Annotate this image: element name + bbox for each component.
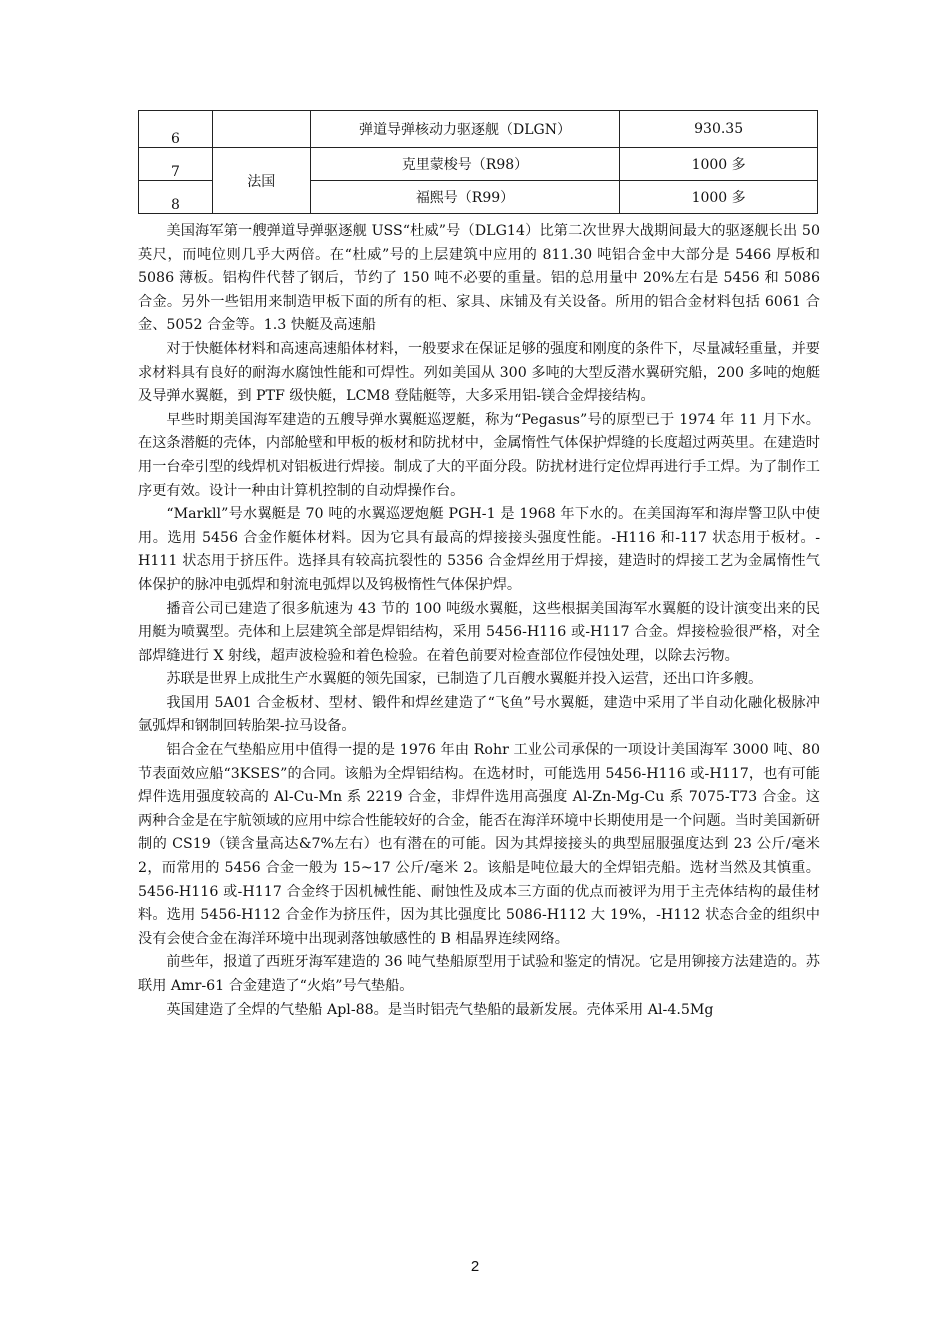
tonnage-cell: 930.35 (620, 111, 818, 148)
paragraph-soviet: 苏联是世界上成批生产水翼艇的领先国家，已制造了几百艘水翼艇并投入运营，还出口许多艘。 (166, 671, 763, 688)
ship-name-cell: 福熙号（R99） (310, 181, 620, 214)
row-number: 6 (139, 111, 213, 148)
paragraph-3kses: 铝合金在气垫船应用中值得一提的是 1976 年由 Rohr 工业公司承保的一项设计美国海军 3000 吨、80 节表面效应船“3KSES”的合同。该船为全焊铝结构。在选材时，可能选用 5456-H116 或-H117，也有可能焊件选用强度较高的 Al-Cu-Mn 系 2219 合金，非焊件选用高强度 Al-Zn-Mg-Cu 系 7075-T73 合金。这两种合金是在宇航领域的应用中综合性能较好的合金，能否在海洋环境中长期使用是一个问题。当时美国新研制的 CS19（镁含量高达&7%左右）也有潜在的可能。因为其焊接接头的典型屈服强度达到 23 公斤/毫米 2，而常用的 5456 合金一般为 15~17 公斤/毫米 2。该船是吨位最大的全焊铝壳船。选材当然及其慎重。5456-H116 或-H117 合金终于因机械性能、耐蚀性及成本三方面的优点而被评为用于主壳体结构的最佳材料。选用 5456-H112 合金作为挤压件，因为其比强度比 5086-H112 大 19%，-H112 状态合金的组织中没有会使合金在海洋环境中出现剥落蚀敏感性的 B 相晶界连续网络。 (138, 742, 820, 947)
paragraph-fast-boat-materials: 对于快艇体材料和高速高速船体材料，一般要求在保证足够的强度和刚度的条件下，尽量减轻重量，并要求材料具有良好的耐海水腐蚀性能和可焊性。列如美国从 300 多吨的大型反潜水翼研究船，200 多吨的炮艇及导弹水翼艇，到 PTF 级快艇，LCM8 登陆艇等，大多采用铝-镁合金焊接结构。 (138, 340, 820, 405)
tonnage-cell: 1000 多 (620, 181, 818, 214)
paragraph-boeing: 播音公司已建造了很多航速为 43 节的 100 吨级水翼艇，这些根据美国海军水翼艇的设计演变出来的民用艇为喷翼型。壳体和上层建筑全部是焊铝结构，采用 5456-H116 或-H117 合金。焊接检验很严格，对全部焊缝进行 X 射线，超声波检验和着色检验。在着色前要对检查部位作侵蚀处理，以除去污物。 (138, 600, 820, 664)
country-cell (212, 111, 310, 148)
table-row (139, 148, 818, 181)
body-text (138, 220, 820, 1022)
paragraph-markll: “Markll”号水翼艇是 70 吨的水翼巡逻炮艇 PGH-1 是 1968 年下水的。在美国海军和海岸警卫队中使用。选用 5456 合金作艇体材料。因为它具有最高的焊接接头强度性能。-H116 和-117 状态用于板材。-H111 状态用于挤压件。选择具有较高抗裂性的 5356 合金焊丝用于焊接，建造时的焊接工艺为金属惰性气体保护的脉冲电弧焊和射流电弧焊以及钨极惰性气体保护焊。 (138, 506, 820, 593)
paragraph-dewey: 美国海军第一艘弹道导弹驱逐舰 USS“杜威”号（DLG14）比第二次世界大战期间最大的驱逐舰长出 50 英尺，而吨位则几乎大两倍。在“杜威”号的上层建筑中应用的 811.30 吨铝合金中大部分是 5466 厚板和 5086 薄板。铝构件代替了钢后，节约了 150 吨不必要的重量。铝的总用量中 20%左右是 5456 和 5086 合金。另外一些铝用来制造甲板下面的所有的柜、家具、床铺及有关设备。所用的铝合金材料包括 6061 合金、5052 合金等。1.3 快艇及高速船 (138, 223, 820, 334)
tonnage-cell: 1000 多 (620, 148, 818, 181)
row-number: 8 (139, 181, 213, 214)
page-number: 2 (470, 1258, 480, 1275)
country-cell: 法国 (212, 148, 310, 214)
paragraph-spain: 前些年，报道了西班牙海军建造的 36 吨气垫船原型用于试验和鉴定的情况。它是用铆接方法建造的。苏联用 Amr-61 合金建造了“火焰”号气垫船。 (138, 954, 820, 994)
ship-table (138, 110, 818, 214)
ship-name-cell: 弹道导弹核动力驱逐舰（DLGN） (310, 111, 620, 148)
paragraph-china: 我国用 5A01 合金板材、型材、锻件和焊丝建造了“飞鱼”号水翼艇，建造中采用了半自动化融化极脉冲氩弧焊和钢制回转胎架-拉马设备。 (138, 694, 820, 735)
ship-name-cell: 克里蒙梭号（R98） (310, 148, 620, 181)
row-number: 7 (139, 148, 213, 181)
paragraph-uk: 英国建造了全焊的气垫船 Apl-88。是当时铝壳气垫船的最新发展。壳体采用 Al-4.5Mg (166, 1001, 714, 1018)
paragraph-pegasus: 早些时期美国海军建造的五艘导弹水翼艇巡逻艇，称为“Pegasus”号的原型已于 1974 年 11 月下水。在这条潜艇的壳体，内部舱壁和甲板的板材和防扰材中，金属惰性气体保护焊缝的长度超过两英里。在建造时用一台牵引型的线焊机对铝板进行焊接。制成了大的平面分段。防扰材进行定位焊再进行手工焊。为了制作工序更有效。设计一种由计算机控制的自动焊操作台。 (138, 411, 820, 499)
table-row (139, 111, 818, 148)
